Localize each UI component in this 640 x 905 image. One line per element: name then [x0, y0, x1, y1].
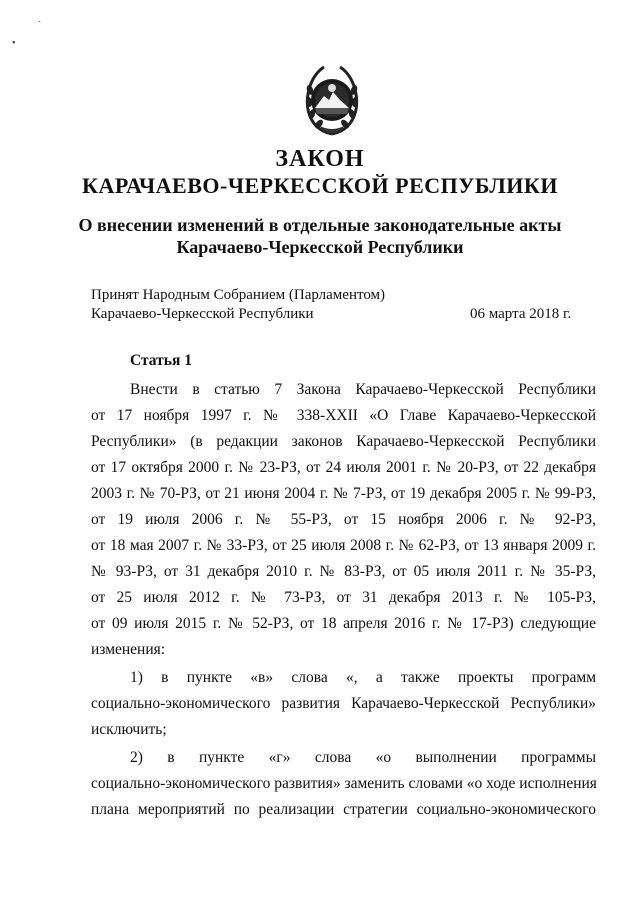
body-text-line: от 17 ноября 1997 г. № 338-XXII «О Главе Карачаево-Черкесской: [91, 407, 596, 424]
body-text-line: 2003 г. № 70-РЗ, от 21 июня 2004 г. № 7-РЗ, от 19 декабря 2005 г. № 99-РЗ,: [91, 485, 596, 502]
body-text-line: № 93-РЗ, от 31 декабря 2010 г. № 83-РЗ, от 05 июля 2011 г. № 35-РЗ,: [91, 563, 596, 580]
body-text-line: от 17 октября 2000 г. № 23-РЗ, от 24 июля 2001 г. № 20-РЗ, от 22 декабря: [91, 459, 596, 476]
body-text-line: 1) в пункте «в» слова «, а также проекты программ: [130, 669, 596, 686]
document-subtitle-line-1: О внесении изменений в отдельные законодательные акты: [78, 215, 562, 235]
document-subtitle-line-2: Карачаево-Черкесской Республики: [176, 237, 464, 257]
body-text-line: Республики» (в редакции законов Карачаево-Черкесской Республики: [91, 433, 596, 450]
document-republic: КАРАЧАЕВО-ЧЕРКЕССКОЙ РЕСПУБЛИКИ: [82, 173, 558, 198]
body-text-line: от 18 мая 2007 г. № 33-РЗ, от 25 июля 2008 г. № 62-РЗ, от 13 января 2009 г.: [91, 537, 596, 554]
body-text-line: социально-экономического развития Карачаево-Черкесской Республики»: [91, 695, 596, 712]
adopted-by-line-1: Принят Народным Собранием (Парламентом): [91, 287, 386, 303]
body-text-line: плана мероприятий по реализации стратегии социально-экономического: [91, 801, 596, 818]
scan-mark: •: [12, 38, 16, 49]
coat-of-arms-emblem: [302, 60, 362, 138]
body-text-line: социально-экономического развития» заменить словами «о ходе исполнения: [91, 775, 597, 792]
body-text-line: Внести в статью 7 Закона Карачаево-Черкесской Республики: [130, 381, 596, 398]
body-text-line: 2) в пункте «г» слова «о выполнении программы: [130, 749, 596, 766]
body-text-line: изменения:: [91, 641, 166, 658]
body-text-line: исключить;: [91, 721, 167, 738]
scan-mark: ˏ: [38, 12, 42, 23]
document-title: ЗАКОН: [275, 146, 365, 172]
body-text-line: от 09 июля 2015 г. № 52-РЗ, от 18 апреля 2016 г. № 17-РЗ) следующие: [91, 615, 596, 632]
body-text-line: от 19 июля 2006 г. № 55-РЗ, от 15 ноября 2006 г. № 92-РЗ,: [91, 511, 596, 528]
article-heading: Статья 1: [130, 352, 192, 369]
adoption-date: 06 марта 2018 г.: [470, 306, 572, 322]
adopted-by-line-2: Карачаево-Черкесской Республики: [91, 306, 314, 322]
body-text-line: от 25 июля 2012 г. № 73-РЗ, от 31 декабря 2013 г. № 105-РЗ,: [91, 589, 596, 606]
